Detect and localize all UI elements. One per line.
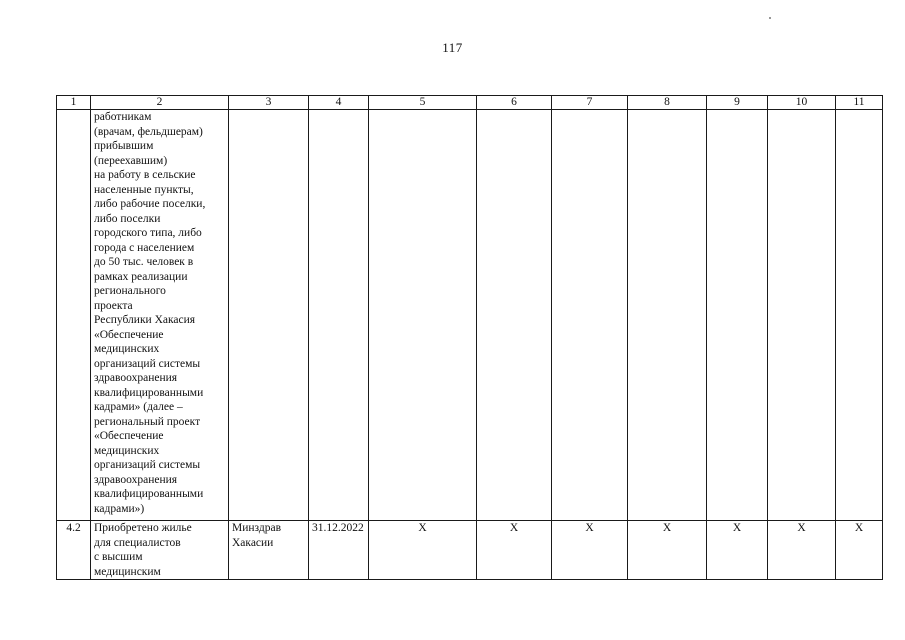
column-header-3: 3 [229,96,309,110]
value-cell-11 [836,110,883,521]
value-cell-7: X [552,521,628,580]
column-header-5: 5 [369,96,477,110]
value-cell-5: X [369,521,477,580]
plan-table [56,95,883,580]
value-cell-5 [369,110,477,521]
header-row [57,96,883,110]
value-cell-11: X [836,521,883,580]
row-number-cell [57,110,91,521]
row-number-cell: 4.2 [57,521,91,580]
table-header [57,96,883,110]
value-cell-8: X [628,521,707,580]
column-header-10: 10 [768,96,836,110]
value-cell-8 [628,110,707,521]
page-number: 117 [442,40,463,55]
table-row-continuation [57,110,883,521]
column-header-11: 11 [836,96,883,110]
value-cell-6 [477,110,552,521]
column-header-6: 6 [477,96,552,110]
column-header-8: 8 [628,96,707,110]
value-cell-7 [552,110,628,521]
description-cell: Приобретено жилье для специалистов с высшим медицинским [91,521,229,580]
value-cell-6: X [477,521,552,580]
column-header-4: 4 [309,96,369,110]
description-cell: работникам (врачам, фельдшерам) прибывшим (переехавшим) на работу в сельские населенные пункты, либо рабочие поселки, либо поселки городского типа, либо города с населением до 50 тыс. человек в рамках реализации регионального проекта Республики Хакасия «Обеспечение медицинских организаций системы здравоохранения квалифицированными кадрами» (далее – региональный проект «Обеспечение медицинских организаций системы здравоохранения квалифицированными кадрами») [91,110,229,521]
date-cell [309,110,369,521]
column-header-7: 7 [552,96,628,110]
scan-speck [769,17,771,19]
value-cell-10 [768,110,836,521]
value-cell-9 [707,110,768,521]
value-cell-9: X [707,521,768,580]
column-header-9: 9 [707,96,768,110]
date-cell: 31.12.2022 [309,521,369,580]
value-cell-10: X [768,521,836,580]
responsible-cell [229,110,309,521]
responsible-cell: Минздрав Хакасии [229,521,309,580]
column-header-2: 2 [91,96,229,110]
table-row-4-2 [57,521,883,580]
column-header-1: 1 [57,96,91,110]
